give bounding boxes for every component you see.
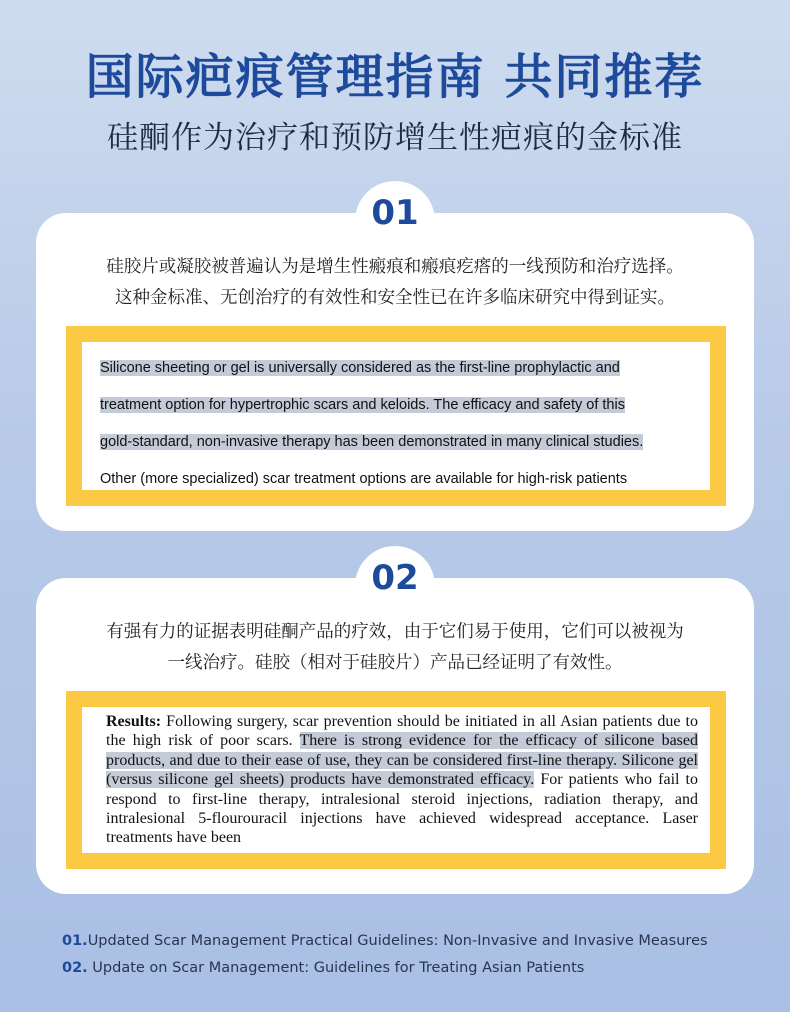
section1-quote-frame [66, 326, 726, 506]
quote-highlight: There is strong evidence for the efficacy of silicone based products, and due to their ease of use, they can be considered first-line therapy. Silicone gel (versus silicone gel sheets) products have demonstrated efficacy. [106, 732, 698, 789]
section1-zh-line-1: 硅胶片或凝胶被普遍认为是增生性瘢痕和瘢痕疙瘩的一线预防和治疗选择。 [106, 257, 684, 277]
reference-number: 01. [62, 933, 88, 949]
references [62, 928, 708, 982]
quote-text-part-1: Following surgery, scar prevention should be initiated in all Asian patients due to the high risk of poor scars. [106, 713, 698, 750]
section2-description [36, 617, 754, 679]
reference-number: 02. [62, 960, 88, 976]
section2-zh-line-2: 一线治疗。硅胶（相对于硅胶片）产品已经证明了有效性。 [167, 653, 623, 673]
reference-text: Update on Scar Management: Guidelines for Treating Asian Patients [87, 960, 585, 976]
quote-line: Silicone sheeting or gel is universally considered as the first-line prophylactic and [100, 360, 620, 376]
quote-text-part-2: For patients who fail to respond to first-line therapy, intralesional steroid injections, radiation therapy, and intralesional 5-flourouracil injections have achieved widespread acceptance. Laser treatments have been [106, 771, 698, 847]
results-label: Results: [106, 713, 162, 730]
quote-line: Other (more specialized) scar treatment options are available for high-risk patients [100, 471, 628, 487]
reference-item [62, 928, 708, 955]
page-title: 国际疤痕管理指南 共同推荐 [85, 49, 705, 105]
quote-line: gold-standard, non-invasive therapy has been demonstrated in many clinical studies. [100, 434, 644, 450]
section1-quote [82, 342, 710, 490]
section2-quote-frame [66, 691, 726, 869]
section1-zh-line-2: 这种金标准、无创治疗的有效性和安全性已在许多临床研究中得到证实。 [115, 288, 675, 308]
section2-zh-line-1: 有强有力的证据表明硅酮产品的疗效，由于它们易于使用，它们可以被视为 [106, 622, 684, 642]
reference-item [62, 955, 708, 982]
page-subtitle: 硅酮作为治疗和预防增生性疤痕的金标准 [107, 120, 683, 156]
section1-description [36, 252, 754, 314]
reference-text: Updated Scar Management Practical Guidelines: Non-Invasive and Invasive Measures [87, 933, 708, 949]
quote-line: treatment option for hypertrophic scars and keloids. The efficacy and safety of this [100, 397, 625, 413]
section-number-badge-2: 02 [355, 546, 435, 608]
section-card-1 [36, 213, 754, 531]
section-card-2 [36, 578, 754, 894]
section-number-badge-1: 01 [355, 181, 435, 243]
section2-quote [82, 707, 710, 853]
